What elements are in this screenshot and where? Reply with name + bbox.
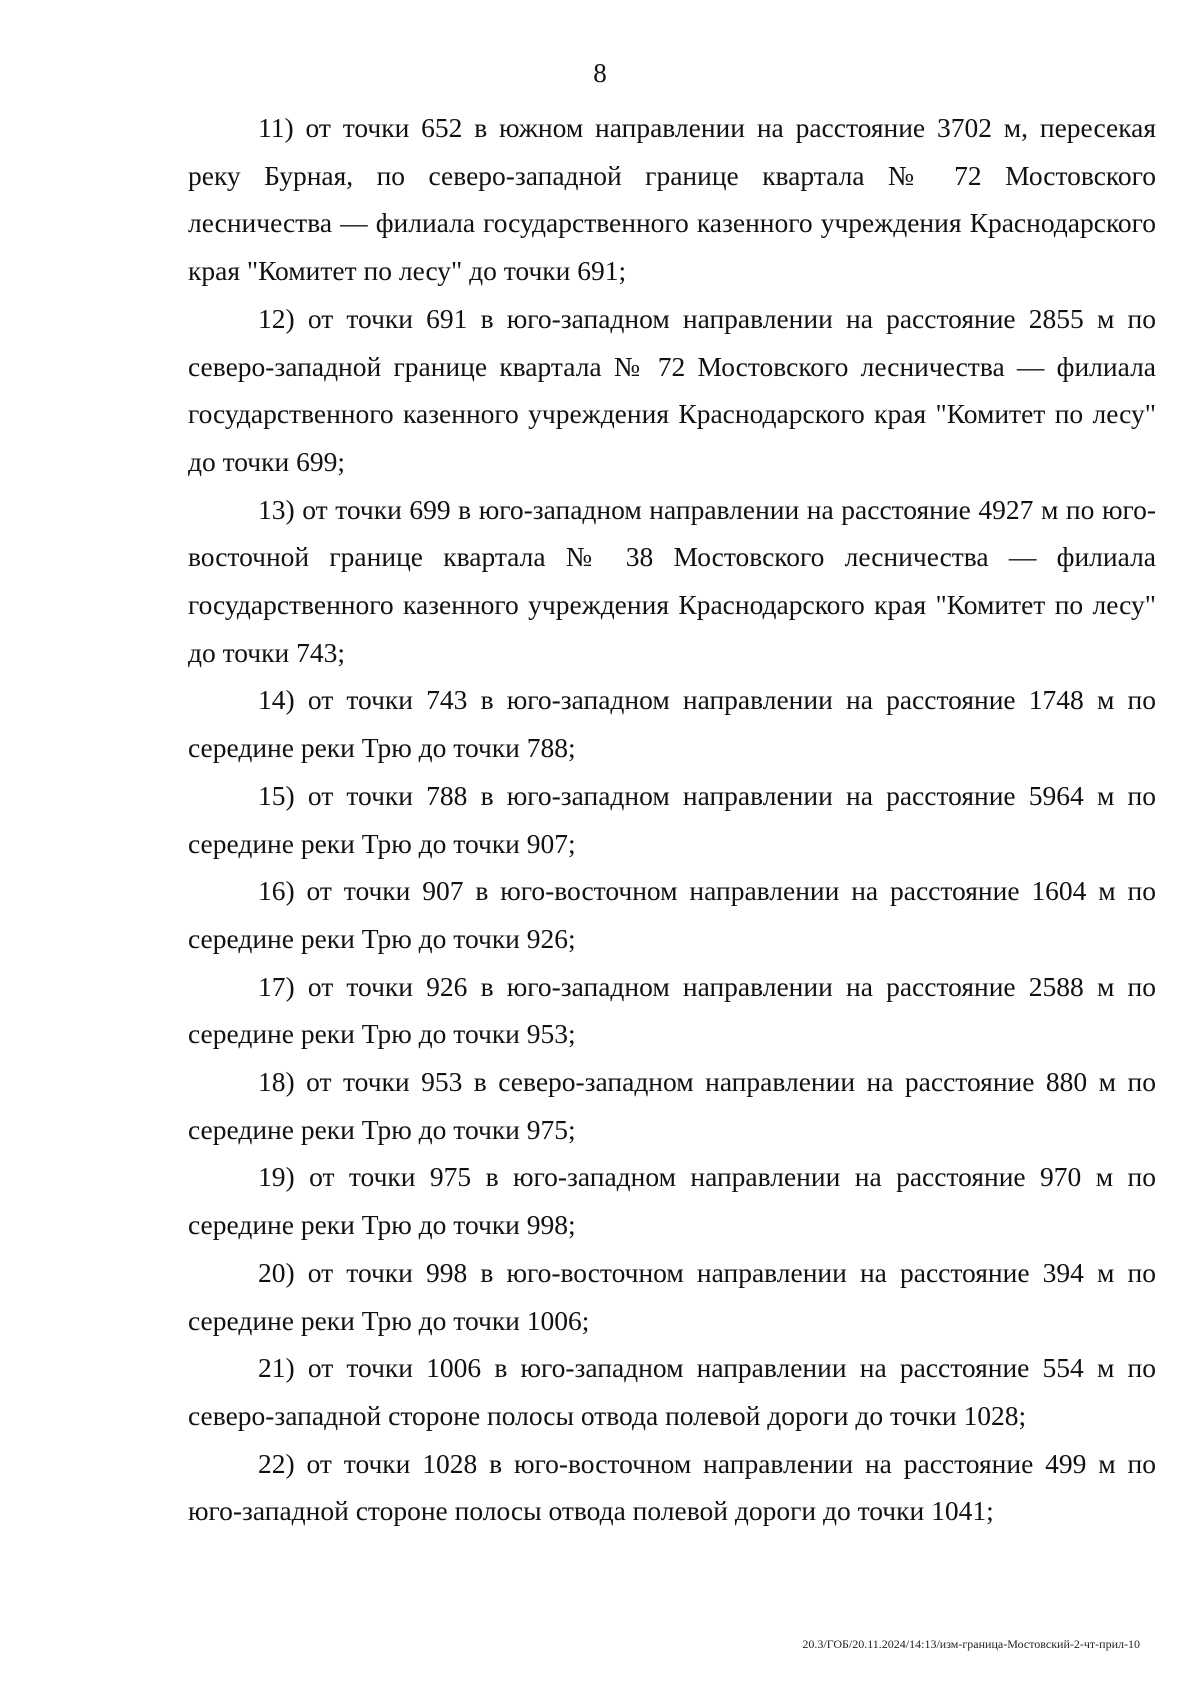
- document-footer-code: 20.3/ГОБ/20.11.2024/14:13/изм-граница-Мостовский-2-чт-прил-10: [802, 1637, 1140, 1651]
- paragraph-12: 12) от точки 691 в юго-западном направлении на расстояние 2855 м по северо-западной границе квартала № 72 Мостовского лесничества — филиала государственного казенного учреждения Краснодарского края "Комитет по лесу" до точки 699;: [188, 302, 1156, 477]
- paragraph-14: 14) от точки 743 в юго-западном направлении на расстояние 1748 м по середине реки Трю до точки 788;: [188, 684, 1156, 764]
- paragraph-18: 18) от точки 953 в северо-западном направлении на расстояние 880 м по середине реки Трю до точки 975;: [188, 1066, 1156, 1145]
- paragraph-15: 15) от точки 788 в юго-западном направлении на расстояние 5964 м по середине реки Трю до точки 907;: [188, 779, 1156, 859]
- paragraph-20: 20) от точки 998 в юго-восточном направлении на расстояние 394 м по середине реки Трю до точки 1006;: [188, 1256, 1156, 1336]
- paragraph-16: 16) от точки 907 в юго-восточном направлении на расстояние 1604 м по середине реки Трю до точки 926;: [188, 875, 1156, 954]
- paragraph-22: 22) от точки 1028 в юго-восточном направлении на расстояние 499 м по юго-западной стороне полосы отвода полевой дороги до точки 1041;: [188, 1447, 1156, 1527]
- paragraph-11: 11) от точки 652 в южном направлении на расстояние 3702 м, пересекая реку Бурная, по северо-западной границе квартала № 72 Мостовского лесничества — филиала государственного казенного учреждения Краснодарского края "Комитет по лесу" до точки 691;: [188, 112, 1156, 287]
- paragraph-17: 17) от точки 926 в юго-западном направлении на расстояние 2588 м по середине реки Трю до точки 953;: [188, 970, 1156, 1050]
- paragraph-19: 19) от точки 975 в юго-западном направлении на расстояние 970 м по середине реки Трю до точки 998;: [188, 1161, 1156, 1241]
- paragraph-21: 21) от точки 1006 в юго-западном направлении на расстояние 554 м по северо-западной стороне полосы отвода полевой дороги до точки 1028;: [188, 1352, 1156, 1431]
- document-body: [188, 104, 1156, 1535]
- paragraph-13: 13) от точки 699 в юго-западном направлении на расстояние 4927 м по юго-восточной границе квартала № 38 Мостовского лесничества — филиала государственного казенного учреждения Краснодарского края "Комитет по лесу" до точки 743;: [188, 493, 1156, 668]
- page-number: 8: [593, 58, 607, 88]
